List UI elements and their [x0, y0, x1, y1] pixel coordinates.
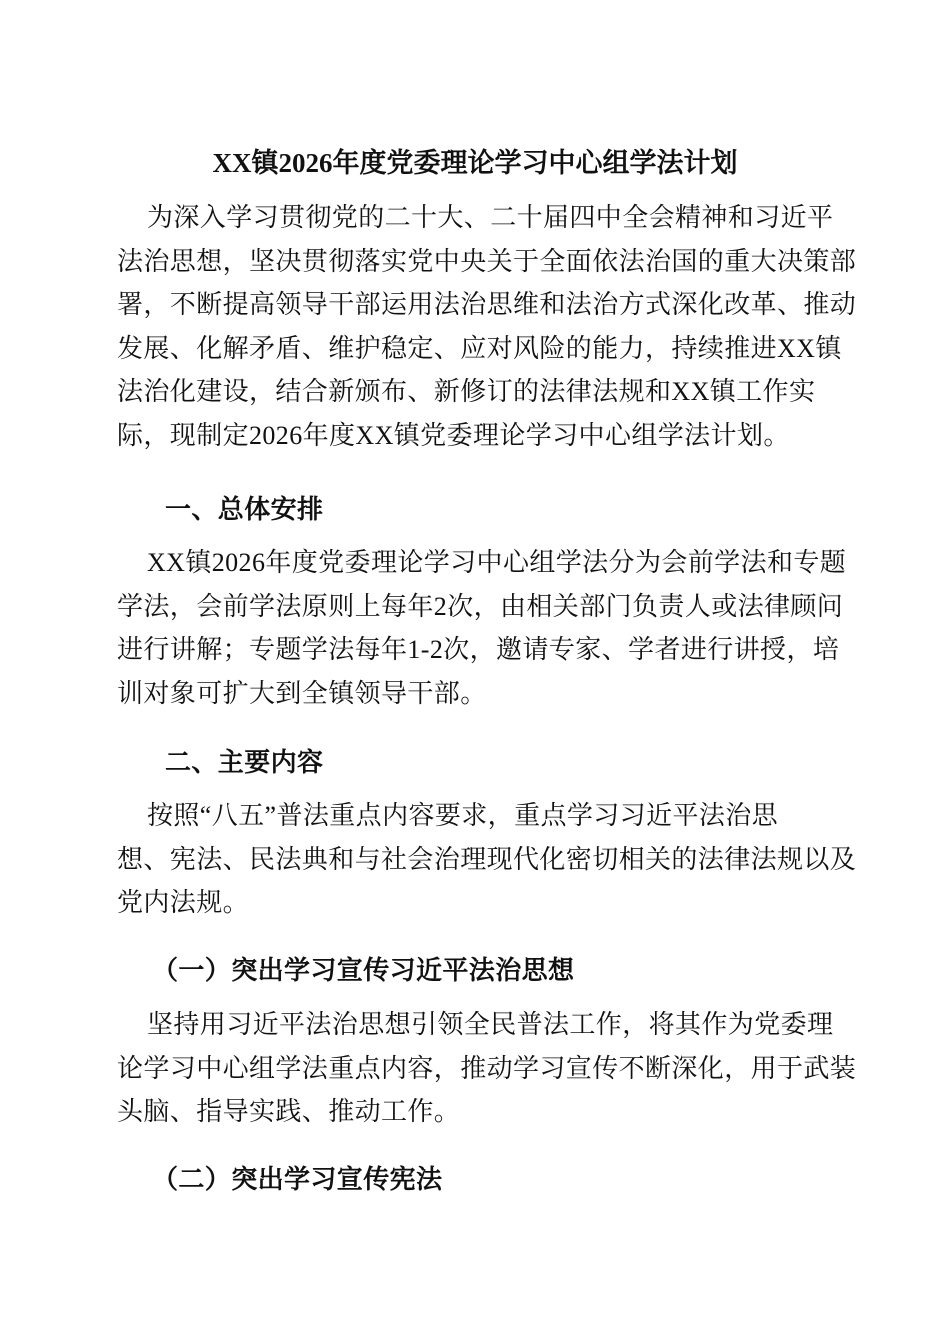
section-heading: 一、总体安排: [165, 495, 324, 524]
text-line: 法治化建设，结合新颁布、新修订的法律法规和XX镇工作实: [117, 377, 816, 407]
section2-paragraph: [117, 794, 857, 925]
text-line: XX镇2026年度党委理论学习中心组学法分为会前学法和专题: [147, 548, 847, 577]
subsection-heading: （二）突出学习宣传宪法: [152, 1165, 443, 1194]
section-heading: 二、主要内容: [165, 748, 324, 777]
intro-paragraph: [117, 196, 857, 458]
subsection-heading: （一）突出学习宣传习近平法治思想: [152, 956, 575, 985]
text-line: 学法，会前学法原则上每年2次，由相关部门负责人或法律顾问: [117, 591, 844, 621]
sub1-paragraph: [117, 1003, 857, 1134]
text-line: 想、宪法、民法典和与社会治理现代化密切相关的法律法规以及: [117, 844, 857, 874]
document-title: XX镇2026年度党委理论学习中心组学法计划: [212, 148, 738, 178]
text-line: 发展、化解矛盾、维护稳定、应对风险的能力，持续推进XX镇: [117, 333, 842, 363]
section1-paragraph: [117, 541, 847, 715]
text-line: 法治思想，坚决贯彻落实党中央关于全面依法治国的重大决策部: [117, 246, 857, 276]
text-line: 进行讲解；专题学法每年1-2次，邀请专家、学者进行讲授，培: [117, 635, 840, 665]
text-line: 为深入学习贯彻党的二十大、二十届四中全会精神和习近平: [147, 203, 834, 232]
text-line: 党内法规。: [117, 888, 250, 918]
text-line: 坚持用习近平法治思想引领全民普法工作，将其作为党委理: [147, 1010, 834, 1039]
text-line: 际，现制定2026年度XX镇党委理论学习中心组学法计划。: [117, 420, 790, 450]
text-line: 按照“八五”普法重点内容要求，重点学习习近平法治思: [147, 801, 779, 830]
text-line: 署，不断提高领导干部运用法治思维和法治方式深化改革、推动: [117, 290, 857, 320]
text-line: 头脑、指导实践、推动工作。: [117, 1097, 461, 1127]
text-line: 训对象可扩大到全镇领导干部。: [117, 678, 487, 708]
text-line: 论学习中心组学法重点内容，推动学习宣传不断深化，用于武装: [117, 1053, 857, 1083]
